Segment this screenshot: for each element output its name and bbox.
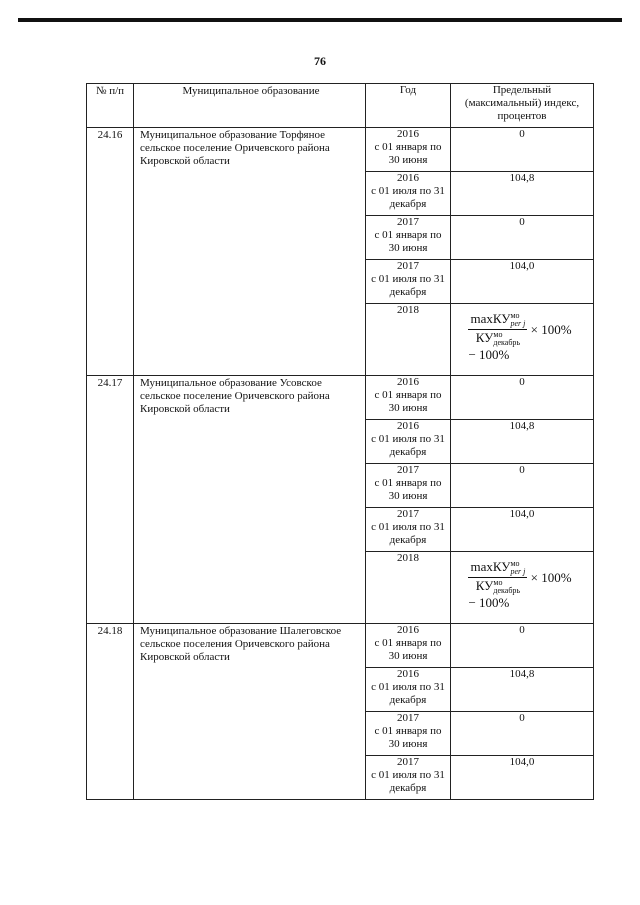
municipality-name: Муниципальное образование Торфяное сельское поселение Оричевского района Кировской области	[134, 128, 366, 376]
year: 2016	[397, 172, 419, 184]
year-cell	[366, 464, 451, 508]
municipality-name: Муниципальное образование Шалеговское сельское поселения Оричевского района Кировской области	[134, 624, 366, 800]
formula-times: × 100%	[530, 322, 572, 338]
year: 2016	[397, 128, 419, 140]
year: 2017	[397, 756, 419, 768]
formula-minus: − 100%	[468, 595, 510, 611]
year: 2017	[397, 508, 419, 520]
formula-den-sup: мо	[493, 578, 503, 588]
formula-cell	[451, 552, 594, 624]
index-value: 104,8	[451, 668, 594, 712]
formula-numerator: maxКУ	[470, 311, 511, 326]
index-value: 0	[451, 464, 594, 508]
row-number: 24.16	[87, 128, 134, 376]
year-cell	[366, 304, 451, 376]
year-cell	[366, 756, 451, 800]
year-cell	[366, 216, 451, 260]
header-num: № п/п	[87, 84, 134, 128]
index-value: 0	[451, 624, 594, 668]
period: с 01 января по 30 июня	[374, 141, 442, 166]
formula-den-sub: декабрь	[493, 586, 521, 596]
formula-cell	[451, 304, 594, 376]
index-value: 0	[451, 712, 594, 756]
year: 2018	[397, 304, 419, 316]
formula-num-sup: мо	[510, 311, 520, 321]
index-value: 104,8	[451, 172, 594, 216]
period: с 01 июля по 31 декабря	[371, 185, 445, 210]
period: с 01 января по 30 июня	[374, 229, 442, 254]
page-number: 76	[314, 54, 326, 68]
row-number: 24.18	[87, 624, 134, 800]
period: с 01 июля по 31 декабря	[371, 769, 445, 794]
header-mo: Муниципальное образование	[134, 84, 366, 128]
year-cell	[366, 128, 451, 172]
formula-times: × 100%	[530, 570, 572, 586]
top-rule	[18, 18, 622, 22]
index-value: 0	[451, 128, 594, 172]
formula-num-sub: per j	[510, 319, 526, 329]
formula-numerator: maxКУ	[470, 559, 511, 574]
formula-num-sup: мо	[510, 559, 520, 569]
tariff-table	[86, 83, 594, 800]
year-cell	[366, 552, 451, 624]
year: 2017	[397, 260, 419, 272]
group-24-16	[87, 128, 594, 376]
header-index: Предельный (максимальный) индекс, процентов	[451, 84, 594, 128]
formula-num-sub: per j	[510, 567, 526, 577]
index-value: 0	[451, 376, 594, 420]
index-formula	[468, 560, 571, 609]
period: с 01 января по 30 июня	[374, 389, 442, 414]
period: с 01 июля по 31 декабря	[371, 433, 445, 458]
formula-minus: − 100%	[468, 347, 510, 363]
municipality-name: Муниципальное образование Усовское сельское поселение Оричевского района Кировской области	[134, 376, 366, 624]
period: с 01 июля по 31 декабря	[371, 681, 445, 706]
period: с 01 января по 30 июня	[374, 637, 442, 662]
period: с 01 июля по 31 декабря	[371, 273, 445, 298]
year-cell	[366, 376, 451, 420]
formula-denominator: КУ	[475, 330, 494, 346]
table-row	[87, 128, 594, 172]
header-year: Год	[366, 84, 451, 128]
index-formula	[468, 312, 571, 361]
formula-fraction	[468, 560, 527, 595]
year: 2018	[397, 552, 419, 564]
period: с 01 июля по 31 декабря	[371, 521, 445, 546]
year: 2016	[397, 420, 419, 432]
index-value: 104,0	[451, 260, 594, 304]
year-cell	[366, 712, 451, 756]
index-value: 104,0	[451, 756, 594, 800]
index-value: 104,8	[451, 420, 594, 464]
formula-denominator: КУ	[475, 578, 494, 594]
table-row	[87, 624, 594, 668]
year: 2016	[397, 624, 419, 636]
year: 2017	[397, 216, 419, 228]
formula-fraction	[468, 312, 527, 347]
group-24-17	[87, 376, 594, 624]
year: 2017	[397, 464, 419, 476]
period: с 01 января по 30 июня	[374, 725, 442, 750]
index-value: 104,0	[451, 508, 594, 552]
group-24-18	[87, 624, 594, 800]
year: 2016	[397, 668, 419, 680]
period: с 01 января по 30 июня	[374, 477, 442, 502]
year-cell	[366, 508, 451, 552]
year-cell	[366, 624, 451, 668]
formula-den-sup: мо	[493, 330, 503, 340]
formula-den-sub: декабрь	[493, 338, 521, 348]
row-number: 24.17	[87, 376, 134, 624]
year-cell	[366, 668, 451, 712]
year-cell	[366, 260, 451, 304]
table-header-row	[87, 84, 594, 128]
year: 2017	[397, 712, 419, 724]
year: 2016	[397, 376, 419, 388]
year-cell	[366, 420, 451, 464]
year-cell	[366, 172, 451, 216]
index-value: 0	[451, 216, 594, 260]
table-row	[87, 376, 594, 420]
